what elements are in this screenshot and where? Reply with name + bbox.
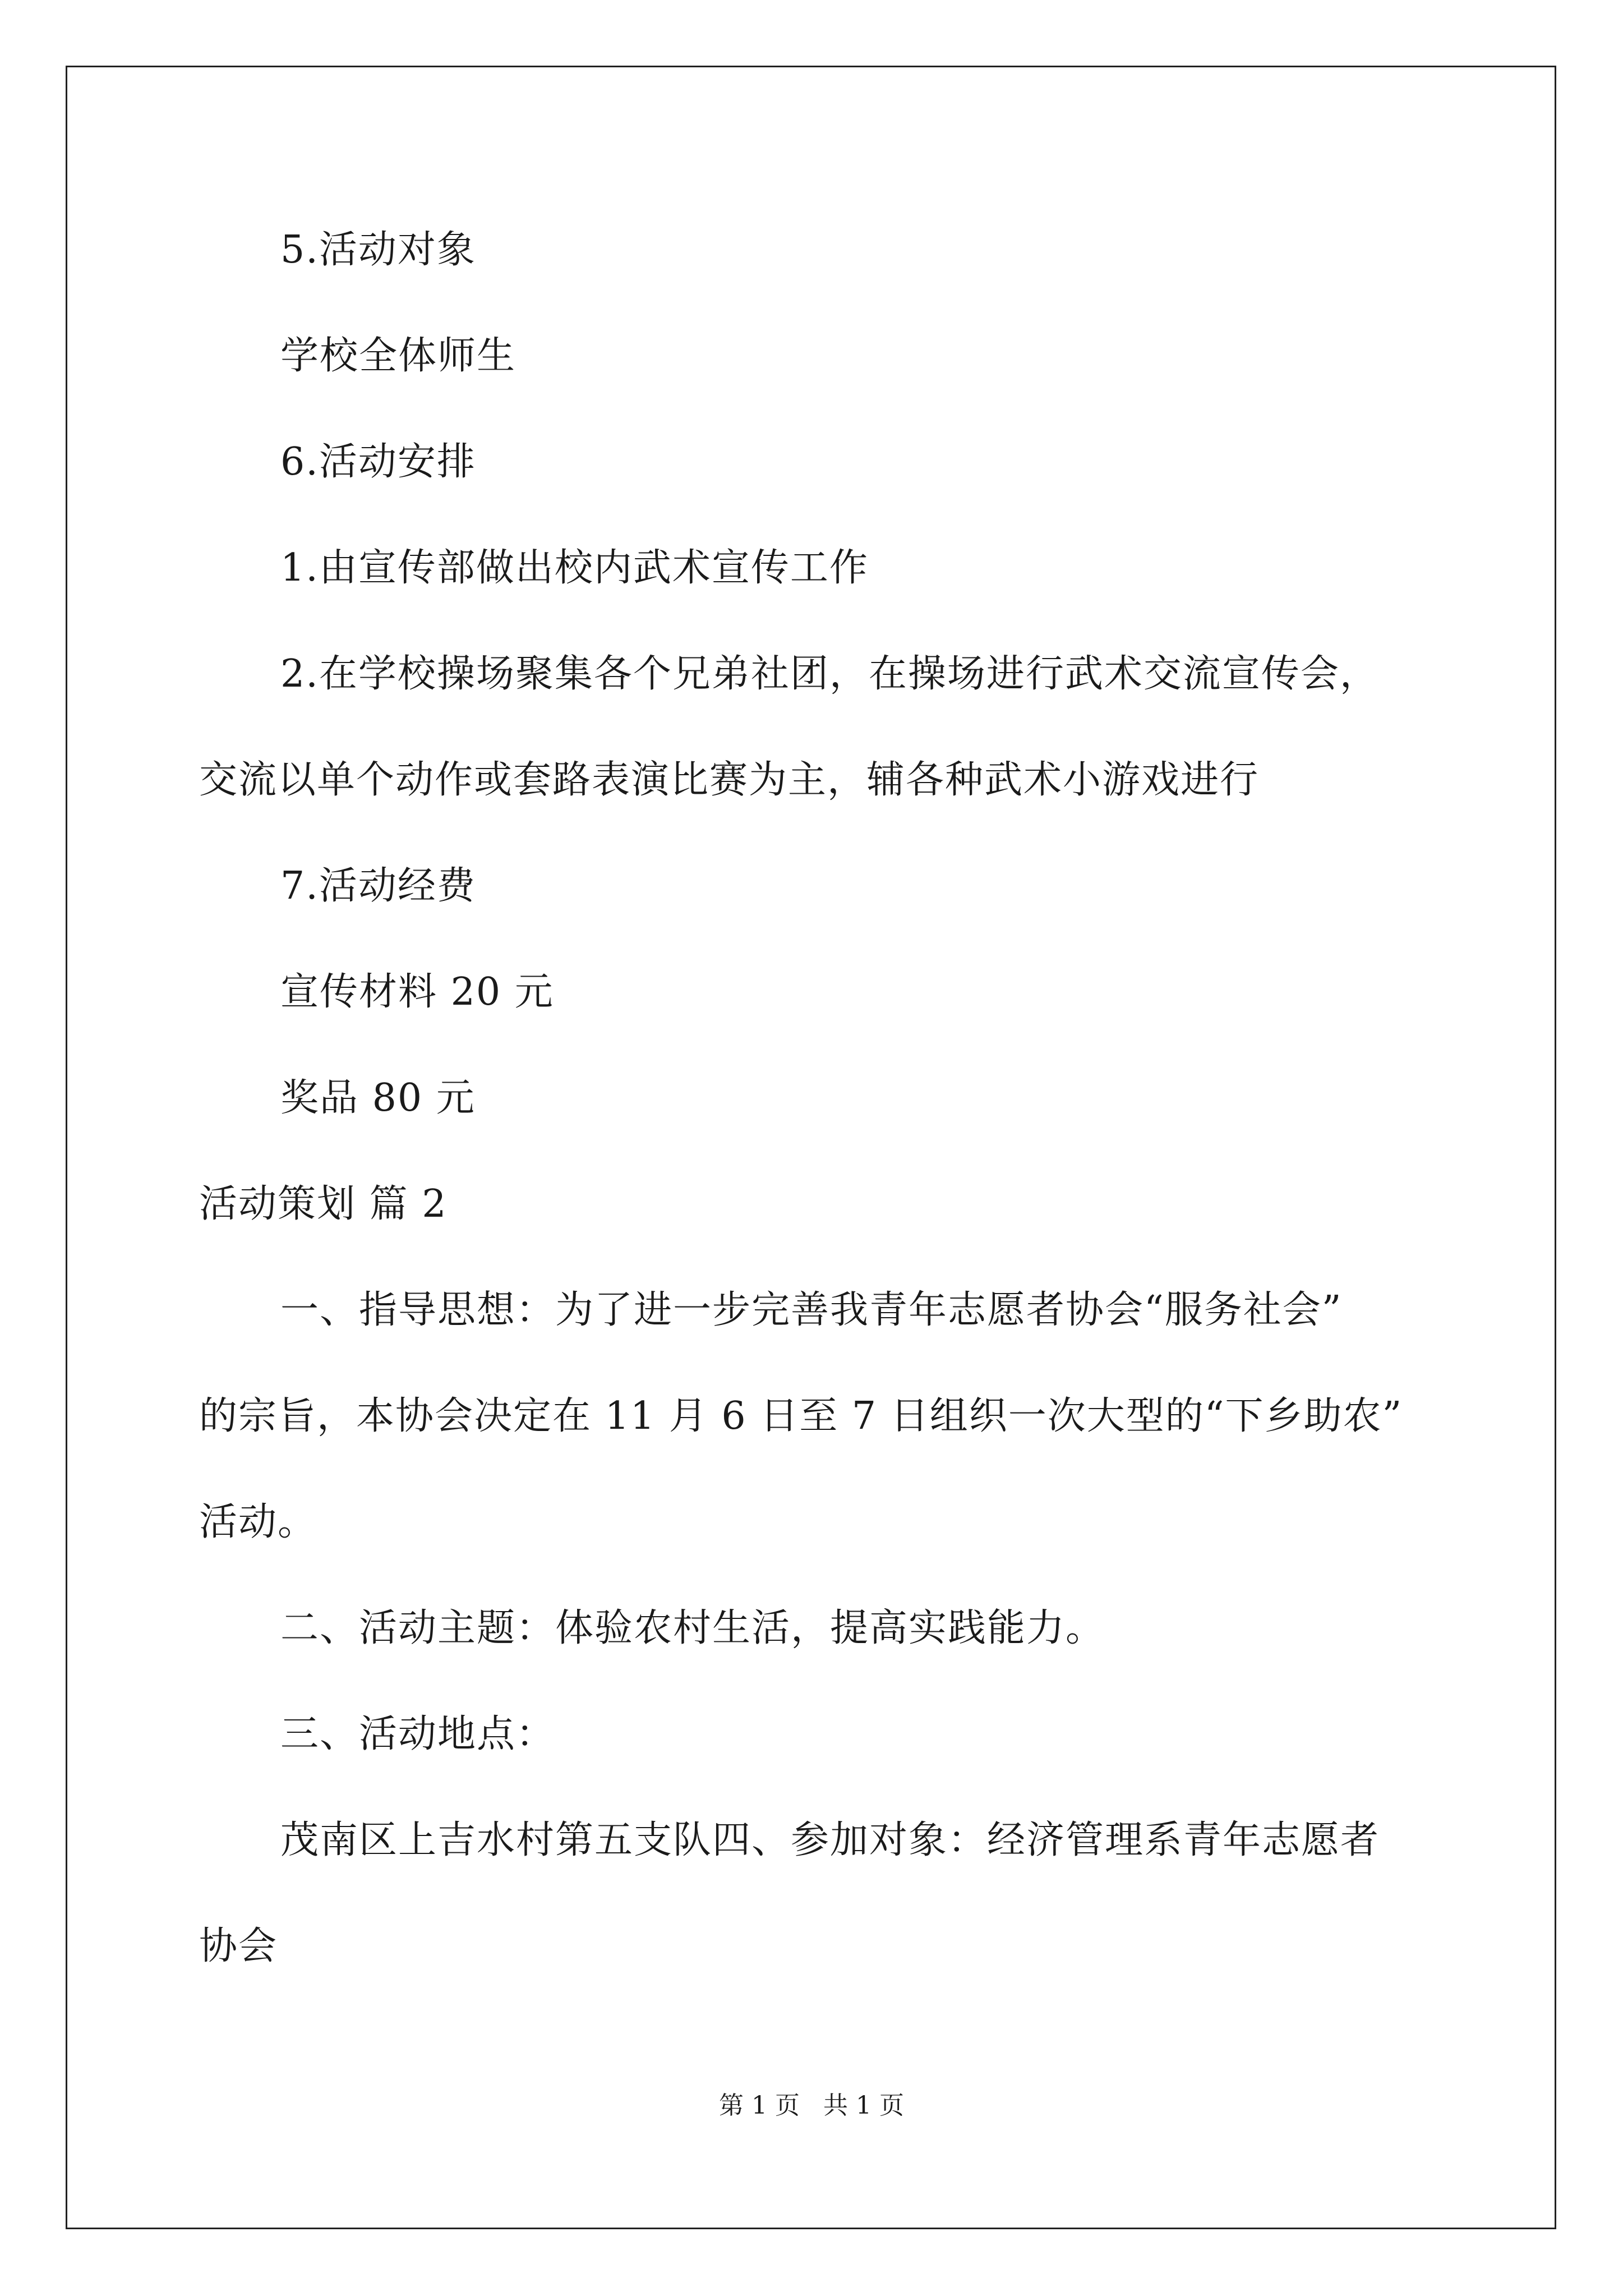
paragraph-line: 活动。 [199, 1500, 317, 1544]
budget-item: 宣传材料 20 元 [280, 970, 554, 1014]
section-heading-activity-target: 5.活动对象 [280, 228, 476, 272]
paragraph-line: 的宗旨，本协会决定在 11 月 6 日至 7 日组织一次大型的“下乡助农” [199, 1394, 1403, 1438]
paragraph-line: 一、指导思想：为了进一步完善我青年志愿者协会“服务社会” [280, 1288, 1343, 1332]
paragraph-line: 学校全体师生 [280, 334, 517, 378]
paragraph-line: 茂南区上吉水村第五支队四、参加对象：经济管理系青年志愿者 [280, 1818, 1380, 1862]
section-heading-activity-budget: 7.活动经费 [280, 864, 476, 908]
paragraph-line: 协会 [199, 1924, 278, 1968]
paragraph-line: 交流以单个动作或套路表演比赛为主，辅各种武术小游戏进行 [199, 758, 1260, 802]
section-heading-activity-schedule: 6.活动安排 [280, 440, 476, 484]
list-item: 2.在学校操场聚集各个兄弟社团，在操场进行武术交流宣传会， [280, 652, 1379, 696]
list-item: 1.由宣传部做出校内武术宣传工作 [280, 546, 869, 590]
paragraph-line: 二、活动主题：体验农村生活，提高实践能力。 [280, 1606, 1105, 1650]
page-border [66, 66, 1556, 2229]
page-footer: 第 1 页 共 1 页 [719, 2091, 904, 2120]
budget-item: 奖品 80 元 [280, 1076, 476, 1120]
article-title: 活动策划 篇 2 [199, 1182, 448, 1226]
paragraph-line: 三、活动地点： [280, 1712, 556, 1756]
